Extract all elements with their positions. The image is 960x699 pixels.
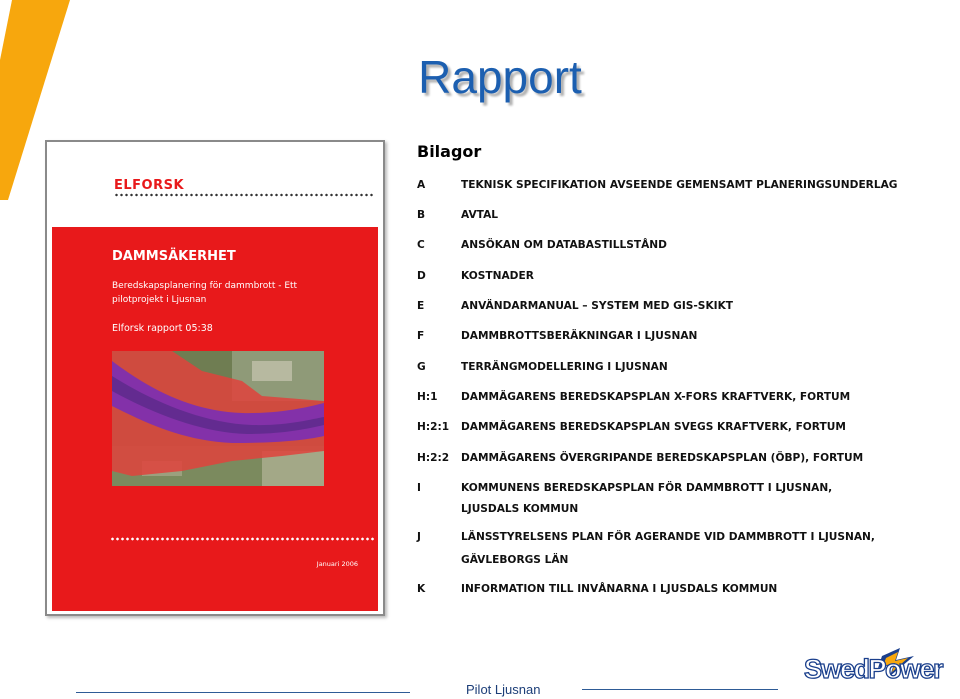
cover-map-image <box>112 351 324 486</box>
appendix-code: A <box>417 179 426 191</box>
appendix-text: KOMMUNENS BEREDSKAPSPLAN FÖR DAMMBROTT I LJUSNAN, <box>461 482 833 494</box>
appendix-code: J <box>417 531 421 543</box>
footer-line-left <box>76 692 410 693</box>
cover-date: Januari 2006 <box>316 560 358 568</box>
appendix-code: B <box>417 209 426 221</box>
appendix-title: Bilagor <box>417 142 482 161</box>
footer-text: Pilot Ljusnan <box>466 682 541 697</box>
appendix-text: KOSTNADER <box>461 270 534 282</box>
cover-brand: ELFORSK <box>114 178 185 193</box>
cover-report-number: Elforsk rapport 05:38 <box>112 323 213 334</box>
appendix-code: E <box>417 300 425 312</box>
appendix-text: TERRÄNGMODELLERING I LJUSNAN <box>461 361 668 373</box>
appendix-text: ANSÖKAN OM DATABASTILLSTÅND <box>461 239 667 251</box>
appendix-text: DAMMÄGARENS ÖVERGRIPANDE BEREDSKAPSPLAN (ÖBP), FORTUM <box>461 452 864 464</box>
cover-dotted-line-top <box>114 193 375 197</box>
swedpower-logo <box>800 646 943 696</box>
footer-line-right <box>582 689 778 690</box>
appendix-text: GÄVLEBORGS LÄN <box>461 554 569 566</box>
appendix-code: G <box>417 361 426 373</box>
appendix-text: DAMMBROTTSBERÄKNINGAR I LJUSNAN <box>461 330 698 342</box>
appendix-text: LJUSDALS KOMMUN <box>461 503 579 515</box>
report-cover <box>45 140 385 616</box>
cover-heading: DAMMSÄKERHET <box>112 249 236 264</box>
appendix-code: I <box>417 482 421 494</box>
appendix-code: C <box>417 239 425 251</box>
appendix-text: DAMMÄGARENS BEREDSKAPSPLAN SVEGS KRAFTVERK, FORTUM <box>461 421 846 433</box>
appendix-text: AVTAL <box>461 209 499 221</box>
appendix-code: K <box>417 583 426 595</box>
appendix-code: H:1 <box>417 391 438 403</box>
appendix-text: DAMMÄGARENS BEREDSKAPSPLAN X-FORS KRAFTVERK, FORTUM <box>461 391 851 403</box>
appendix-text: INFORMATION TILL INVÅNARNA I LJUSDALS KOMMUN <box>461 583 778 595</box>
cover-header <box>52 145 378 227</box>
appendix-code: H:2:2 <box>417 452 450 464</box>
appendix-text: LÄNSSTYRELSENS PLAN FÖR AGERANDE VID DAMMBROTT I LJUSNAN, <box>461 531 875 543</box>
appendix-code: H:2:1 <box>417 421 450 433</box>
appendix-text: ANVÄNDARMANUAL – SYSTEM MED GIS-SKIKT <box>461 300 734 312</box>
appendix-code: D <box>417 270 426 282</box>
appendix-list <box>407 132 959 616</box>
cover-dotted-line-bottom <box>110 537 375 541</box>
appendix-code: F <box>417 330 425 342</box>
appendix-text: TEKNISK SPECIFIKATION AVSEENDE GEMENSAMT PLANERINGSUNDERLAG <box>461 179 898 191</box>
logo-text: SwedPower <box>804 654 943 684</box>
cover-subtitle: Beredskapsplanering för dammbrott - Ett pilotprojekt i Ljusnan <box>112 281 298 305</box>
slide-title: Rapport <box>418 51 582 103</box>
